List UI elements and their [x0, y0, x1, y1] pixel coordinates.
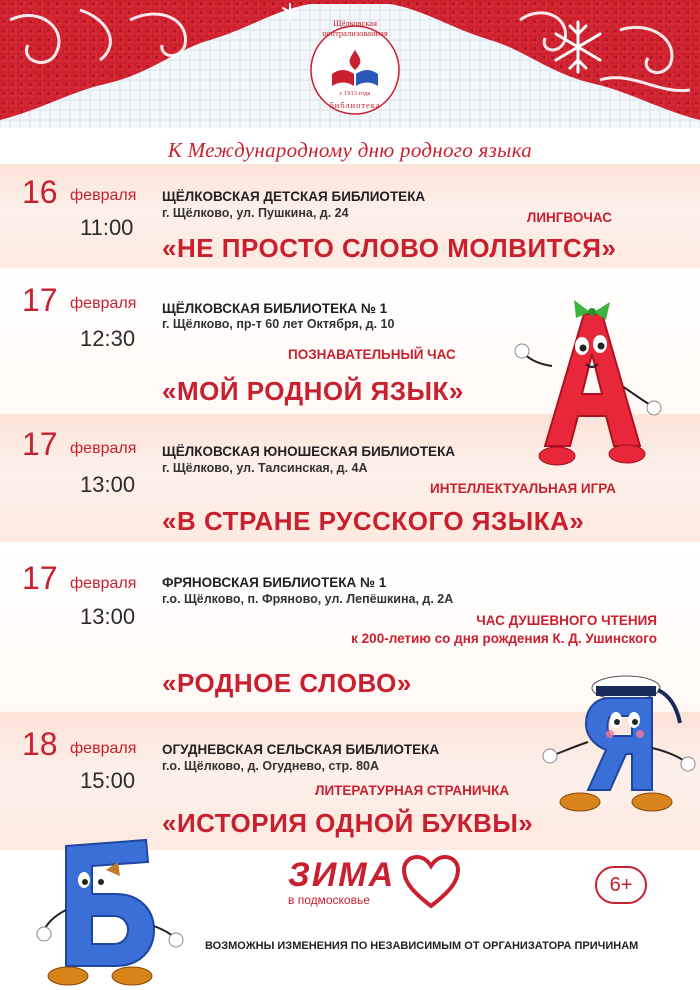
event-address: г.о. Щёлково, п. Фряново, ул. Лепёшкина, д. 2А	[162, 592, 454, 606]
event-library: ОГУДНЕВСКАЯ СЕЛЬСКАЯ БИБЛИОТЕКА	[162, 742, 440, 757]
event-kind: ЧАС ДУШЕВНОГО ЧТЕНИЯ	[476, 613, 657, 628]
letter-a-character	[512, 296, 662, 472]
event-address: г. Щёлково, ул. Талсинская, д. 4А	[162, 461, 368, 475]
event-day: 17	[22, 560, 58, 596]
event-title: «НЕ ПРОСТО СЛОВО МОЛВИТСЯ»	[162, 233, 617, 263]
event-title: «РОДНОЕ СЛОВО»	[162, 668, 412, 698]
event-address: г.о. Щёлково, д. Огуднево, стр. 80А	[162, 759, 380, 773]
letter-ya-character	[540, 668, 696, 818]
event-time: 15:00	[80, 768, 136, 793]
logo-year: с 1913 года	[339, 90, 371, 97]
disclaimer-text: ВОЗМОЖНЫ ИЗМЕНЕНИЯ ПО НЕЗАВИСИМЫМ ОТ ОРГАНИЗАТОРА ПРИЧИНАМ	[205, 940, 639, 952]
event-title: «В СТРАНЕ РУССКОГО ЯЗЫКА»	[162, 506, 585, 536]
event-address: г. Щёлково, ул. Пушкина, д. 24	[162, 206, 349, 220]
event-library: ЩЁЛКОВСКАЯ ДЕТСКАЯ БИБЛИОТЕКА	[162, 189, 426, 204]
event-month: февраля	[70, 187, 137, 204]
event-kind: ЛИНГВОЧАС	[526, 210, 612, 225]
event-day: 16	[22, 174, 58, 210]
event-kind: ПОЗНАВАТЕЛЬНЫЙ ЧАС	[288, 347, 456, 362]
letter-b-character	[36, 830, 186, 990]
event-card	[0, 164, 700, 268]
event-day: 17	[22, 282, 58, 318]
event-title: «МОЙ РОДНОЙ ЯЗЫК»	[162, 376, 464, 406]
event-library: ФРЯНОВСКАЯ БИБЛИОТЕКА № 1	[162, 575, 387, 590]
event-day: 17	[22, 426, 58, 462]
event-kind: ИНТЕЛЛЕКТУАЛЬНАЯ ИГРА	[430, 481, 616, 496]
event-library: ЩЁЛКОВСКАЯ ЮНОШЕСКАЯ БИБЛИОТЕКА	[162, 444, 456, 459]
heart-icon	[400, 854, 462, 910]
event-time: 12:30	[80, 326, 136, 351]
event-day: 18	[22, 726, 58, 762]
event-address: г. Щёлково, пр-т 60 лет Октября, д. 10	[162, 317, 395, 331]
winter-brand-logo	[288, 858, 395, 906]
event-month: февраля	[70, 575, 137, 592]
brand-sub-text: в подмосковье	[288, 893, 370, 907]
logo-arc-text: Щёлковская централизованная	[322, 18, 388, 38]
logo-bottom-text: библиотека	[329, 100, 381, 110]
event-time: 11:00	[80, 215, 134, 240]
event-kind: ЛИТЕРАТУРНАЯ СТРАНИЧКА	[315, 783, 510, 798]
brand-main-text: ЗИМА	[288, 856, 396, 894]
event-time: 13:00	[80, 472, 136, 497]
event-time: 13:00	[80, 604, 136, 629]
event-note: к 200-летию со дня рождения К. Д. Ушинского	[351, 631, 657, 646]
event-month: февраля	[70, 440, 137, 457]
age-rating-badge: 6+	[595, 866, 647, 904]
event-month: февраля	[70, 740, 137, 757]
event-month: февраля	[70, 295, 137, 312]
event-library: ЩЁЛКОВСКАЯ БИБЛИОТЕКА № 1	[162, 301, 388, 316]
event-title: «ИСТОРИЯ ОДНОЙ БУКВЫ»	[162, 808, 534, 838]
page-subtitle: К Международному дню родного языка	[167, 138, 533, 162]
header-mosaic	[0, 0, 700, 128]
